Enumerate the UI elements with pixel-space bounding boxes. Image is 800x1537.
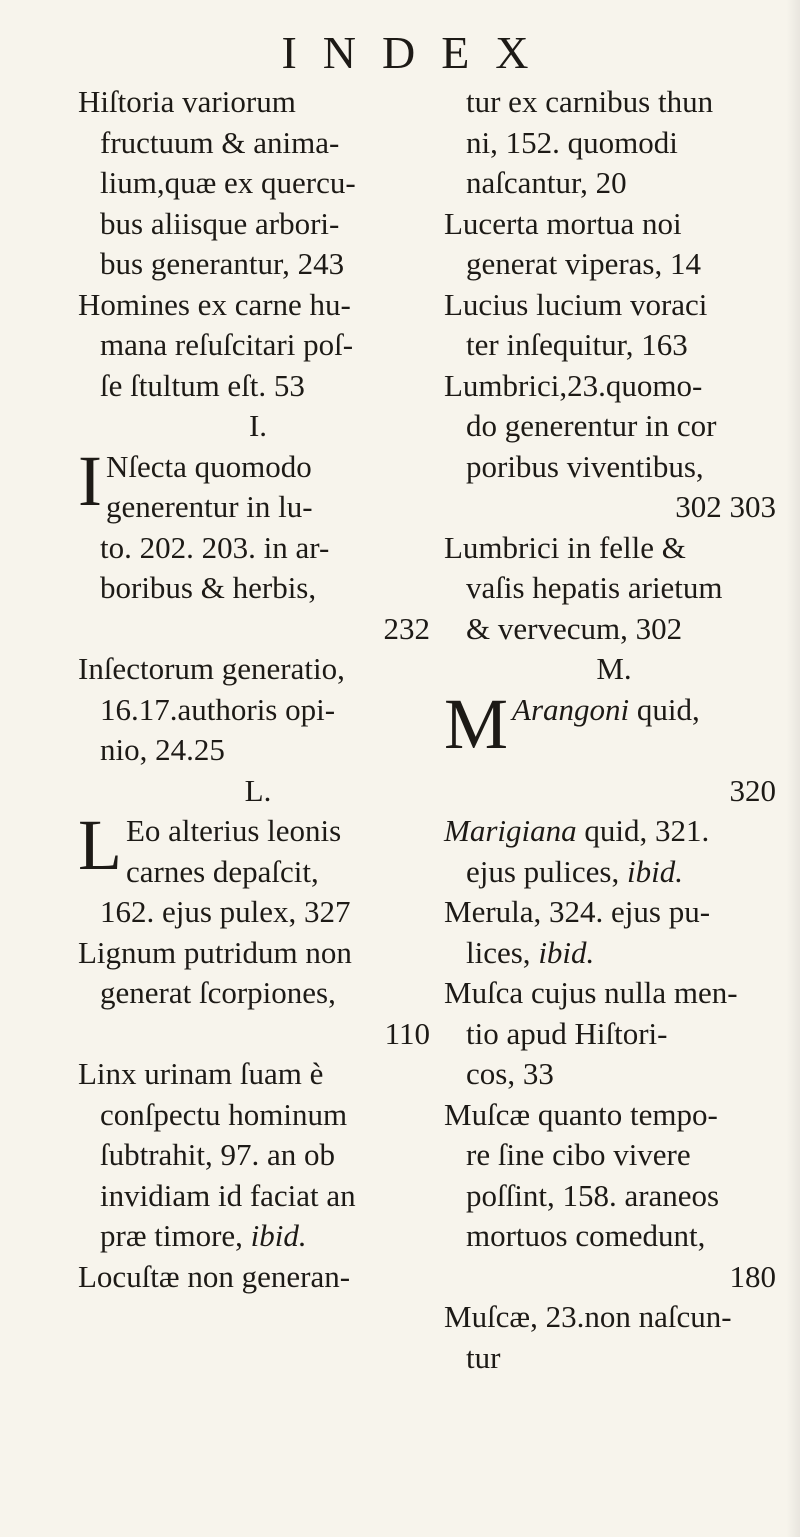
page-edge-shadow: [786, 0, 800, 1537]
index-line: re ſine cibo vivere: [466, 1137, 691, 1172]
page-reference: 320: [729, 772, 776, 808]
index-entry-dropcap: [78, 447, 438, 528]
page-reference: 180: [729, 1258, 776, 1294]
index-line: cos, 33: [466, 1056, 554, 1091]
index-line: poribus viventibus,: [466, 448, 704, 484]
index-line: Lumbrici in felle &: [444, 529, 686, 565]
index-line: lium,quæ ex quercu-: [100, 165, 356, 200]
ibid-ref: ibid.: [538, 934, 595, 970]
index-line: tur: [466, 1339, 501, 1375]
section-letter: I.: [248, 408, 268, 443]
ibid-ref: ibid.: [250, 1218, 307, 1253]
index-line: Locuſtæ non generan-: [78, 1258, 351, 1294]
ibid-ref: ibid.: [627, 853, 683, 889]
index-line: boribus & herbis,: [100, 570, 317, 605]
index-line: generentur in lu-: [105, 489, 313, 524]
index-line: bus generantur, 243: [100, 246, 345, 281]
index-line: Lumbrici,23.quomo-: [444, 367, 703, 403]
index-line: ter inſequitur, 163: [466, 327, 688, 362]
index-line: mana reſuſcitari poſ-: [100, 327, 354, 362]
index-line: Lignum putridum non: [78, 934, 352, 970]
index-line: Nſecta quomodo: [105, 448, 312, 484]
index-line: generat ſcorpiones,: [100, 975, 336, 1010]
index-line: [78, 1216, 438, 1257]
index-line: do generentur in cor: [466, 408, 717, 443]
index-line: conſpectu hominum: [100, 1096, 348, 1132]
index-line: fructuum & anima-: [100, 124, 340, 160]
drop-capital: I: [78, 446, 102, 521]
index-line: Muſcæ, 23.non naſcun-: [444, 1299, 732, 1334]
page-reference: 302 303: [675, 489, 776, 524]
index-line: [444, 852, 784, 893]
line-text: quid, 321.: [576, 813, 710, 848]
index-line: tur ex carnibus thun: [466, 84, 714, 119]
index-line: [444, 811, 784, 852]
index-line: tio apud Hiſtori-: [466, 1015, 668, 1051]
index-line: Linx urinam ſuam è: [78, 1056, 324, 1091]
page-reference: 110: [384, 1015, 430, 1051]
index-line: naſcantur, 20: [466, 165, 627, 200]
section-letter: M.: [596, 651, 632, 686]
index-line: Eo alterius leonis: [125, 813, 342, 848]
line-text: ejus pulices,: [466, 853, 620, 889]
index-line: bus aliisque arbori-: [100, 205, 340, 241]
index-line: Homines ex carne hu-: [78, 286, 351, 322]
index-line: 162. ejus pulex, 327: [100, 894, 351, 929]
drop-capital: L: [78, 811, 122, 885]
line-text: quid,: [629, 691, 700, 727]
index-line: mortuos comedunt,: [466, 1218, 706, 1253]
index-line: vaſis hepatis arietum: [466, 570, 723, 605]
index-line: Muſca cujus nulla men-: [444, 975, 738, 1010]
page-header: INDEX: [281, 27, 555, 78]
index-line: Lucius lucium voraci: [444, 286, 708, 322]
section-letter: L.: [244, 772, 272, 808]
index-line: & vervecum, 302: [466, 610, 683, 646]
line-text: lices,: [466, 934, 531, 970]
index-entry-dropcap: [78, 811, 438, 892]
index-line: to. 202. 203. in ar-: [100, 529, 330, 565]
index-line: Merula, 324. ejus pu-: [444, 894, 711, 929]
index-line: ſe ſtultum eſt. 53: [100, 367, 305, 403]
index-line: poſſint, 158. araneos: [466, 1177, 720, 1213]
index-line: nio, 24.25: [100, 732, 225, 767]
drop-capital: M: [444, 689, 509, 764]
page-reference: 232: [383, 610, 430, 646]
index-line: ni, 152. quomodi: [466, 124, 678, 160]
line-text: præ timore,: [100, 1218, 243, 1253]
right-column: [444, 82, 784, 1378]
index-line: 16.17.authoris opi-: [100, 691, 336, 727]
index-line: ſubtrahit, 97. an ob: [100, 1137, 336, 1172]
left-column: [78, 82, 438, 1297]
index-line: Inſectorum generatio,: [78, 651, 345, 686]
index-line: Hiſtoria variorum: [78, 84, 296, 119]
index-line: [444, 933, 784, 974]
index-line: Lucerta mortua noi: [444, 205, 682, 241]
index-line: carnes depaſcit,: [125, 853, 319, 889]
index-line: generat viperas, 14: [466, 246, 701, 281]
italic-term: Arangoni: [512, 691, 630, 727]
index-entry-dropcap: [444, 690, 784, 771]
index-line: Muſcæ quanto tempo-: [444, 1096, 718, 1132]
index-line: invidiam id faciat an: [100, 1177, 356, 1213]
italic-term: Marigiana: [444, 813, 577, 848]
